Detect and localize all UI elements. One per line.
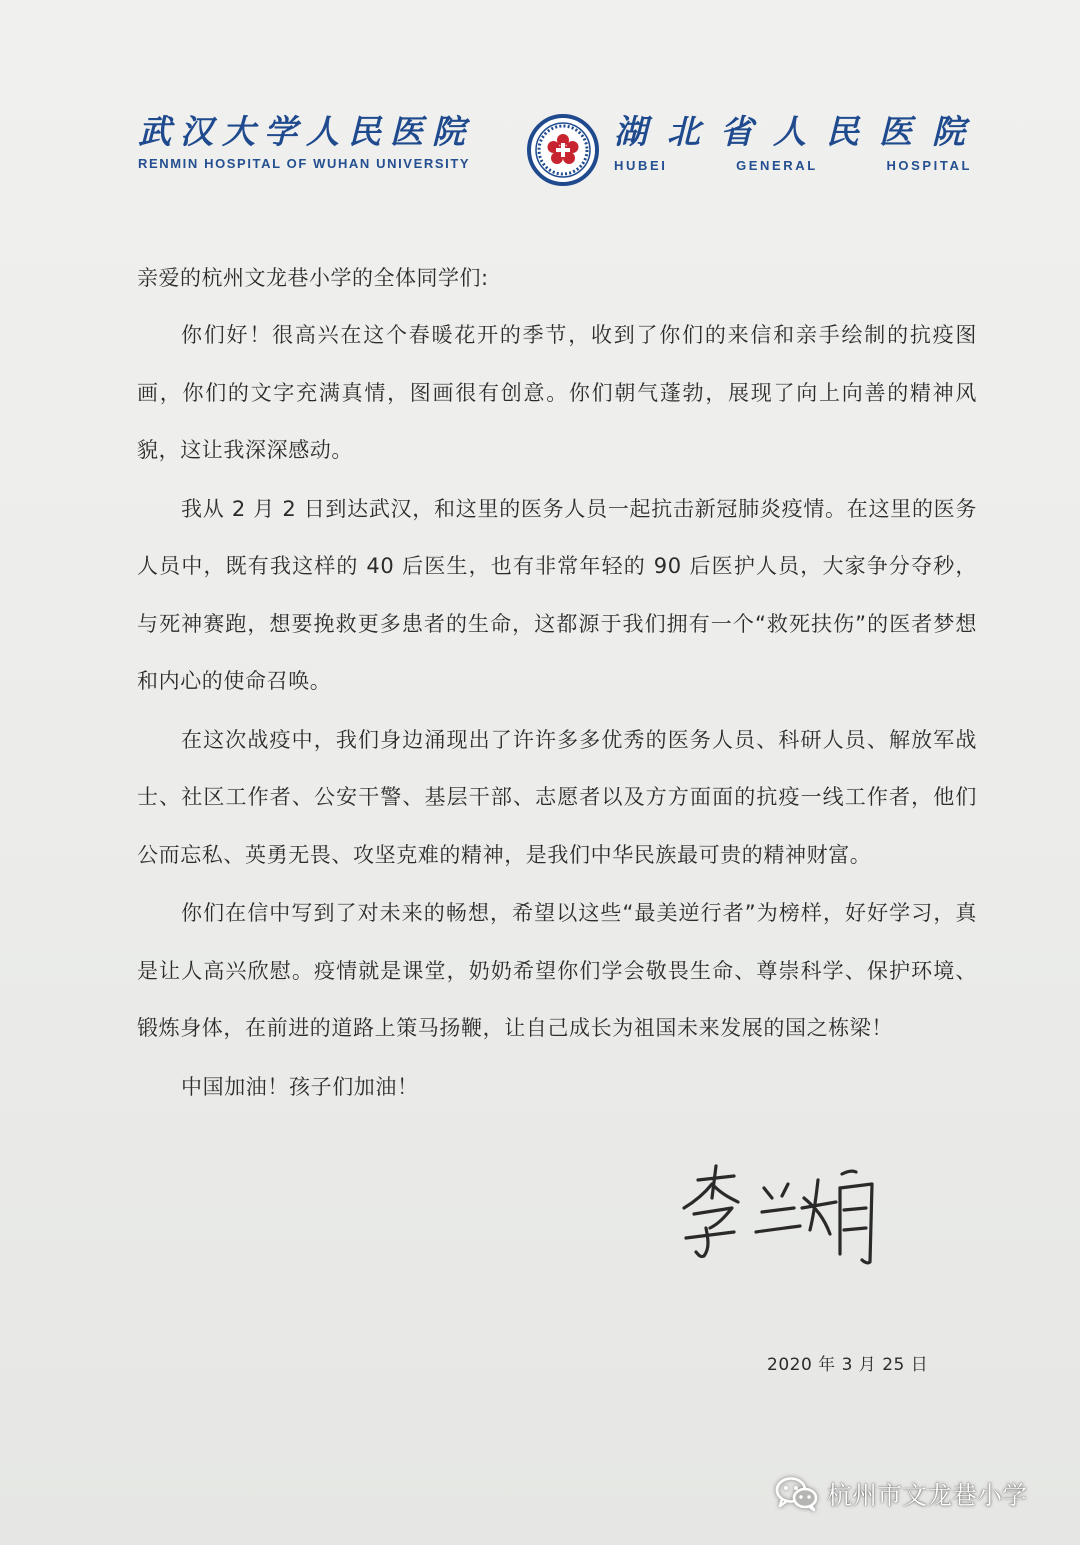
hospital-name-en-left: RENMIN HOSPITAL OF WUHAN UNIVERSITY bbox=[138, 156, 471, 171]
letterhead-right bbox=[614, 112, 984, 173]
salutation: 亲爱的杭州文龙巷小学的全体同学们: bbox=[137, 266, 489, 290]
paragraph: 我从 2 月 2 日到达武汉，和这里的医务人员一起抗击新冠肺炎疫情。在这里的医务人员中，既有我这样的 40 后医生，也有非常年轻的 90 后医护人员，大家争分夺秒，与死神赛跑，想要挽救更多患者的生命，这都源于我们拥有一个“救死扶伤”的医者梦想和内心的使命召唤。 bbox=[137, 496, 977, 693]
paragraph: 在这次战疫中，我们身边涌现出了许许多多优秀的医务人员、科研人员、解放军战士、社区工作者、公安干警、基层干部、志愿者以及方方面面的抗疫一线工作者，他们公而忘私、英勇无畏、攻坚克难的精神，是我们中华民族最可贵的精神财富。 bbox=[137, 727, 977, 867]
hospital-name-en-word: HOSPITAL bbox=[886, 158, 972, 173]
watermark bbox=[775, 1476, 1027, 1512]
paragraph: 你们在信中写到了对未来的畅想，希望以这些“最美逆行者”为榜样，好好学习，真是让人高兴欣慰。疫情就是课堂，奶奶希望你们学会敬畏生命、尊崇科学、保护环境、锻炼身体，在前进的道路上策马扬鞭，让自己成长为祖国未来发展的国之栋梁！ bbox=[137, 901, 977, 1040]
hospital-name-en-word: GENERAL bbox=[736, 158, 818, 173]
hospital-name-cn-left: 武汉大学人民医院 bbox=[138, 112, 474, 151]
paragraph: 你们好！很高兴在这个春暖花开的季节，收到了你们的来信和亲手绘制的抗疫图画，你们的文字充满真情，图画很有创意。你们朝气蓬勃，展现了向上向善的精神风貌，这让我深深感动。 bbox=[137, 323, 977, 462]
paragraph: 中国加油！孩子们加油！ bbox=[181, 1074, 419, 1099]
letterhead bbox=[138, 112, 983, 192]
wechat-icon bbox=[775, 1476, 819, 1512]
hospital-name-cn-right: 湖北省人民医院 bbox=[614, 112, 985, 151]
handwritten-signature bbox=[676, 1158, 886, 1268]
letter-date: 2020 年 3 月 25 日 bbox=[767, 1355, 929, 1375]
letter-body bbox=[137, 250, 977, 1116]
letterhead-left bbox=[138, 112, 508, 171]
watermark-text: 杭州市文龙巷小学 bbox=[827, 1481, 1028, 1510]
hospital-name-en-right bbox=[614, 158, 972, 173]
hospital-name-en-word: HUBEI bbox=[614, 158, 668, 173]
hospital-emblem-icon bbox=[527, 114, 599, 186]
